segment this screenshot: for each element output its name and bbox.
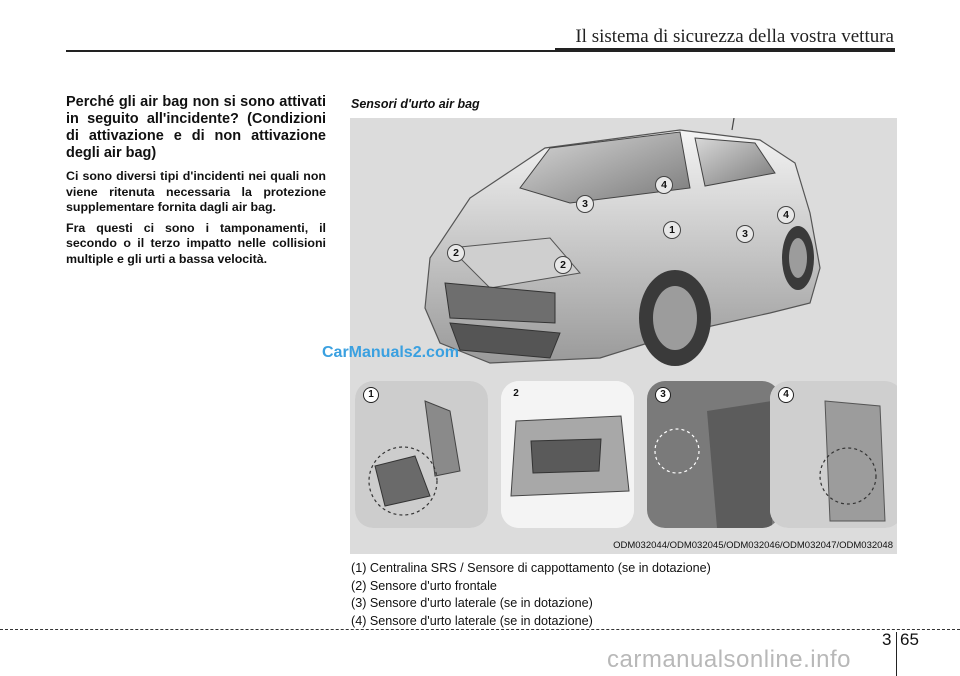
inset-side-sensor-pillar [770,381,897,528]
watermark: CarManuals2.com [322,344,459,361]
left-column [66,94,326,272]
legend-list [351,560,711,630]
front-bumper-illustration [501,381,634,528]
legend-item: (1) Centralina SRS / Sensore di cappottamento (se in dotazione) [351,561,711,575]
inset-number: 1 [363,387,379,403]
page-separator [896,632,897,676]
body-paragraph-1: Ci sono diversi tipi d'incidenti nei quali non viene ritenuta necessaria la protezione supplementare fornita dagli air bag. [66,169,326,214]
legend-item: (3) Sensore d'urto laterale (se in dotazione) [351,596,593,610]
page-header-title: Il sistema di sicurezza della vostra vettura [575,26,894,47]
console-illustration [355,381,488,528]
inset-number: 4 [778,387,794,403]
sensor-marker: 3 [576,195,594,213]
sensor-marker: 4 [777,206,795,224]
sensor-marker: 2 [554,256,572,274]
sensor-marker: 4 [655,176,673,194]
figure-caption: Sensori d'urto air bag [351,97,480,111]
inset-srs-module [355,381,488,528]
sensor-marker: 3 [736,225,754,243]
chapter-number: 3 [882,630,892,649]
door-panel-illustration [647,381,780,528]
header-rule [66,50,556,52]
inset-number: 2 [513,388,519,399]
legend-item: (2) Sensore d'urto frontale [351,578,497,593]
sensor-marker: 2 [447,244,465,262]
b-pillar-illustration [770,381,897,528]
sensor-marker: 1 [663,221,681,239]
header-rule-thick [555,48,895,52]
inset-number: 3 [655,387,671,403]
footer-site-watermark: carmanualsonline.info [607,646,851,673]
inset-front-sensor [501,381,634,528]
inset-side-sensor-door [647,381,780,528]
legend-item: (4) Sensore d'urto laterale (se in dotazione) [351,613,593,628]
page-number: 65 [900,630,919,649]
airbag-sensor-figure [350,118,897,554]
figure-code: ODM032044/ODM032045/ODM032046/ODM032047/ODM032048 [613,540,893,551]
body-paragraph-2: Fra questi ci sono i tamponamenti, il secondo o il terzo impatto nelle collisioni multiple e gli urti a bassa velocità. [66,220,326,266]
footer-rule [0,629,960,630]
section-heading: Perché gli air bag non si sono attivati in seguito all'incidente? (Condizioni di attivazione e di non attivazione degli air bag) [66,94,326,161]
